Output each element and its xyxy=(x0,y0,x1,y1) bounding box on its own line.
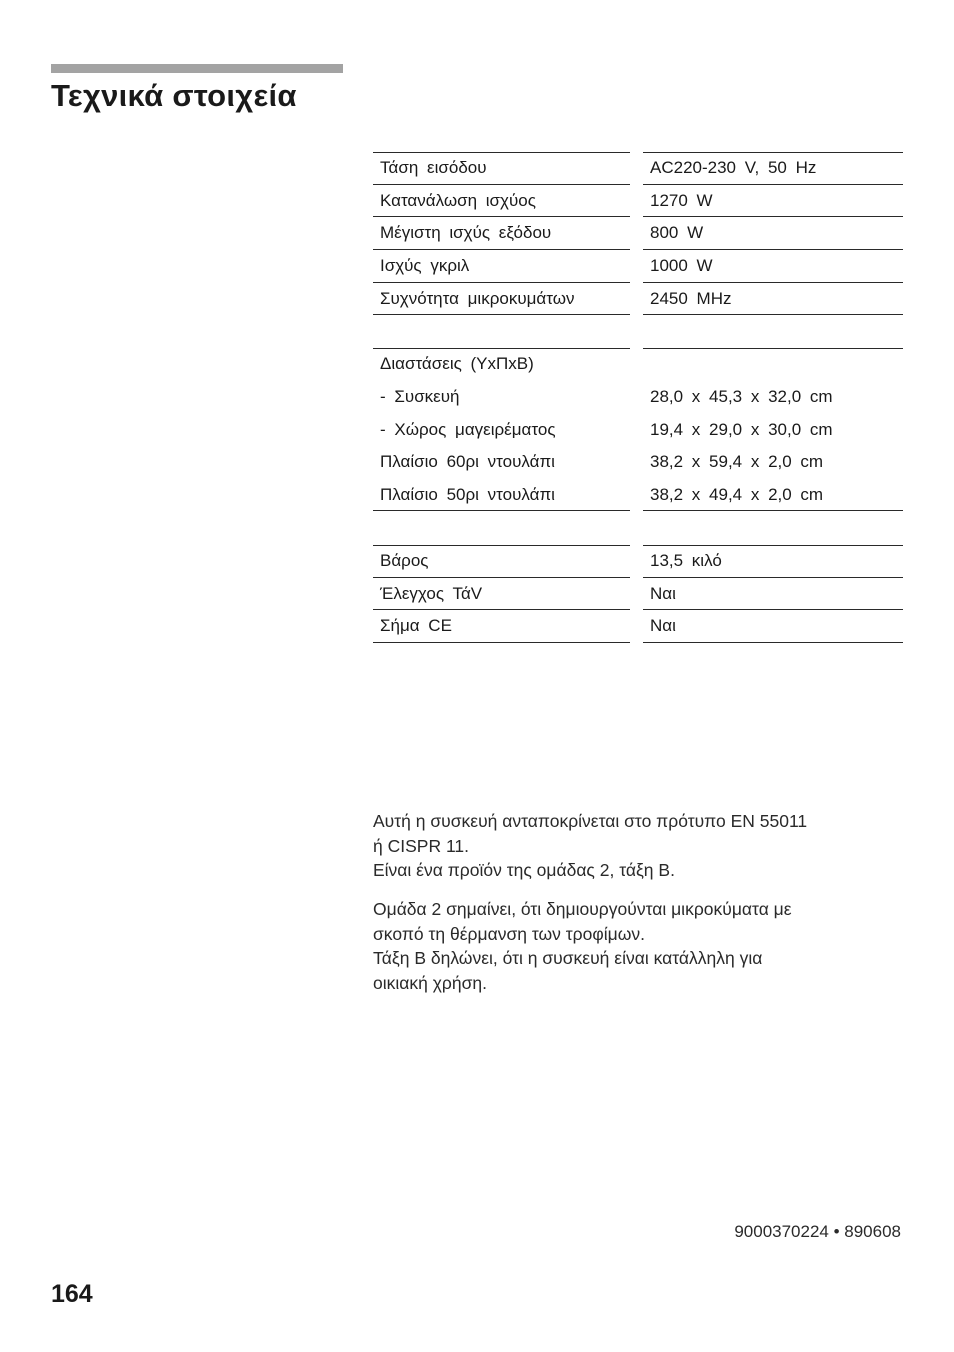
spec-label: - Συσκευή xyxy=(380,387,460,407)
spec-row xyxy=(373,217,903,250)
spec-row xyxy=(373,348,903,381)
document-number: 9000370224 • 890608 xyxy=(734,1222,901,1241)
spec-row xyxy=(373,446,903,479)
spec-label: - Χώρος μαγειρέματος xyxy=(380,419,556,439)
spec-label: Πλαίσιο 50ρι ντουλάπι xyxy=(373,479,630,512)
spec-label: Πλαίσιο 60ρι ντουλάπι xyxy=(380,452,555,472)
spec-label: Κατανάλωση ισχύος xyxy=(373,185,630,218)
spec-value: 13,5 κιλό xyxy=(643,545,903,578)
spec-row xyxy=(373,578,903,611)
spec-group-electrical xyxy=(373,152,903,315)
spec-value: AC220-230 V, 50 Hz xyxy=(643,152,903,185)
page-title: Τεχνικά στοιχεία xyxy=(51,78,297,113)
spec-label: Έλεγχος ΤάV xyxy=(373,578,630,611)
spec-group-misc xyxy=(373,545,903,643)
spec-row xyxy=(373,185,903,218)
spec-value: 800 W xyxy=(643,217,903,250)
compliance-paragraph-2 xyxy=(373,897,913,995)
spec-label: Ισχύς γκριλ xyxy=(373,250,630,283)
spec-row xyxy=(373,545,903,578)
spec-value: 19,4 x 29,0 x 30,0 cm xyxy=(650,419,833,439)
spec-value: 28,0 x 45,3 x 32,0 cm xyxy=(650,387,833,407)
text-line: Ομάδα 2 σημαίνει, ότι δημιουργούνται μικροκύματα με xyxy=(373,899,792,919)
spec-label: Διαστάσεις (ΥxΠxΒ) xyxy=(380,354,534,374)
spec-row xyxy=(373,479,903,512)
compliance-paragraph-1 xyxy=(373,809,913,883)
spec-value: 1000 W xyxy=(643,250,903,283)
spec-row xyxy=(373,152,903,185)
spec-row xyxy=(373,283,903,316)
spec-value: Ναι xyxy=(643,610,903,643)
text-line: οικιακή χρήση. xyxy=(373,972,487,993)
spec-value: 1270 W xyxy=(643,185,903,218)
spec-row xyxy=(373,250,903,283)
text-line: Τάξη B δηλώνει, ότι η συσκευή είναι κατάλληλη για xyxy=(373,948,763,968)
spec-row xyxy=(373,413,903,446)
spec-label: Βάρος xyxy=(373,545,630,578)
spec-value: 2450 MHz xyxy=(643,283,903,316)
spec-label: Μέγιστη ισχύς εξόδου xyxy=(373,217,630,250)
spec-label: Σήμα CE xyxy=(373,610,630,643)
spec-value: 38,2 x 59,4 x 2,0 cm xyxy=(650,452,824,472)
spec-row xyxy=(373,610,903,643)
spec-group-dimensions xyxy=(373,348,903,511)
text-line: Αυτή η συσκευή ανταποκρίνεται στο πρότυπο EN 55011 xyxy=(373,811,808,831)
spec-value: 38,2 x 49,4 x 2,0 cm xyxy=(643,479,903,512)
text-line: ή CISPR 11. xyxy=(373,835,469,856)
page-number: 164 xyxy=(51,1280,93,1308)
spec-row xyxy=(373,381,903,414)
title-bar xyxy=(51,64,343,73)
spec-label: Συχνότητα μικροκυμάτων xyxy=(373,283,630,316)
spec-value xyxy=(643,348,903,381)
spec-value: Ναι xyxy=(643,578,903,611)
text-line: σκοπό τη θέρμανση των τροφίμων. xyxy=(373,923,645,944)
text-line: Είναι ένα προϊόν της ομάδας 2, τάξη B. xyxy=(373,860,675,880)
spec-label: Τάση εισόδου xyxy=(373,152,630,185)
